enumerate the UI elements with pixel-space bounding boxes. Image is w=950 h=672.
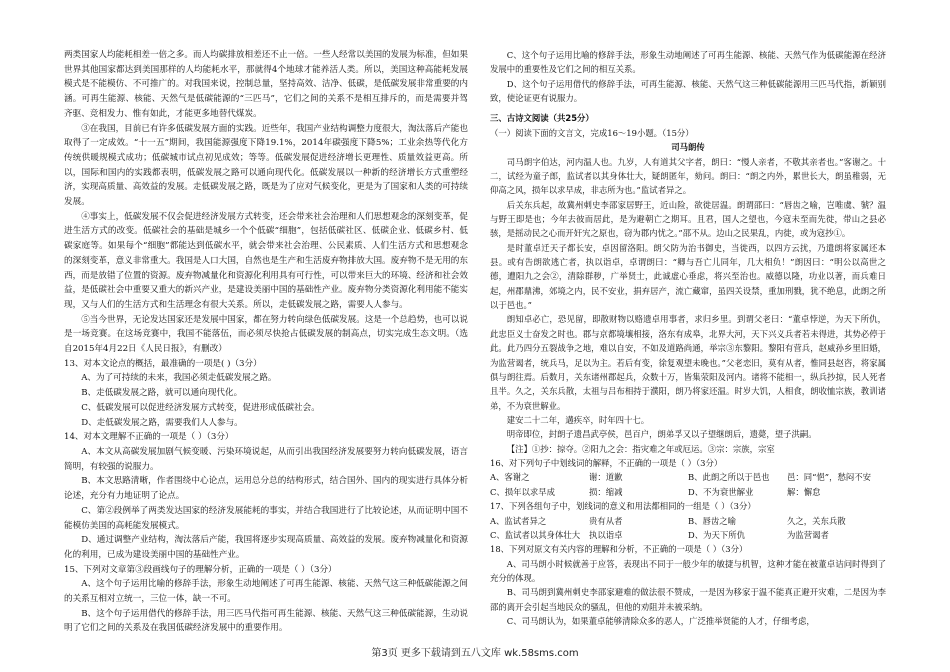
option-text: 损：缩减 xyxy=(589,486,623,497)
option-18c: C、司马朗认为，如果董卓能够清除众多的恶人，广泛推举贤能的人才，仔细考虑， xyxy=(506,616,815,627)
passage-paragraph: 两类国家人均能耗相差一倍之多。而人均碳排放相差还不止一倍。一些人经常以美国的发展为标准，但如果世界其他国家都达到美国那样的人均能耗水平，那就得4个地球才能养活人类。所以，美国这种高能耗发展模式是不能模仿、不可推广的。对我国来说，控制总量，坚持高效、洁净、低碳，是低碳发展非常重要的内涵。可再生能源、核能、天然气是低碳能源的“三匹马”，它们之间的关系不是相互排斥的，而是需要并驾齐驱、竞相发力、惟有如此，才能更多地替代煤炭。 xyxy=(64,50,468,119)
question-17: 17、下列各组句子中，划线词的意义和用法都相同的一组是（ ）（3分） xyxy=(490,501,756,512)
article-paragraph: 朗知卓必亡，恐见留，即散财物以赂遗卓用事者，求归乡里。到谓父老曰：“董卓悖逆，为天下所仇，此忠臣义士奋发之时也。郡与京都境壤相接，洛东有成皋，北界大河，天下兴义兵者若未得进，其势必停于此。此乃四分五裂战争之地，难以自安，不如及道路尚通，举宗③东黎阳。黎阳有营兵，赵威孙乡里旧婚，为监营谒者，统兵马，足以为主。若后有变，徐复观望未晚也。”父老恋旧，莫有从者，惟同县赵咨，将家属俱与朗往焉。后数月，关东诸州郡起兵，众数十万，皆集荥阳及河内。诸将不能相一，纵兵抄掠，民人死者且半。久之，关东兵散，太祖与吕布相持于濮阳，朗乃将家还温。时岁大饥，人相食，朗收恤宗族，教训诸弟，不为衰世解业。 xyxy=(490,314,886,411)
option-text: 贵有从者 xyxy=(589,515,623,526)
question-14: 14、对本文理解不正确的一项是（ ）（3分） xyxy=(64,432,234,443)
option-text: 执以诣卓 xyxy=(589,529,623,540)
article-paragraph: 建安二十二年，遘疾卒，时年四十七。 xyxy=(506,414,650,425)
option-18a: A、司马朗小时候就善于应答，表现出不同于一般少年的敏捷与机智，这种才能在被董卓诘问时得到了充分的体现。 xyxy=(490,558,886,583)
option-text: D、为天下所仇 xyxy=(688,529,745,540)
option-15a: A、这个句子运用比喻的修辞手法，形象生动地阐述了可再生能源、核能、天然气这三种低碳能源之间的关系互相对立统一，三位一体，缺一不可。 xyxy=(64,579,468,605)
section-heading: 三、古诗文阅读（共25分） xyxy=(490,113,594,124)
question-16: 16、对下列句子中划线词的解释，不正确的一项是（ ）（3分） xyxy=(490,458,723,469)
article-title: 司马朗传 xyxy=(671,142,705,153)
option-13b: B、走低碳发展之路，就可以通向现代化。 xyxy=(81,388,243,399)
option-text: C、监试者以其身体壮大 xyxy=(490,529,581,540)
options-row xyxy=(490,528,886,542)
option-15d: D、这个句子运用借代的修辞手法，可再生能源、核能、天然气这三种低碳能源用三匹马代指，新颖别致，使论证更有说服力。 xyxy=(490,78,886,104)
passage-paragraph: ③在我国，目前已有许多低碳发展方面的实践。近些年，我国产业结构调整力度很大，淘汰落后产能也取得了一定成效。“十一五”期间，我国能源强度下降19.1%，2014年碳强度下降5%；工业余热等代化方传统供暖规模式成功；低碳城市试点初见成效；等等。低碳发展促进经济增长更理性、质量效益更高。所以，国际和国内的实践都表明，低碳发展之路可以通向现代化。低碳发展以一种新的经济增长方式重塑经济，实现高质量、高效益的发展。走低碳发展之路，既是为了应对气候变化，更是为了国家和人类的可持续发展。 xyxy=(64,123,468,208)
option-13a: A、为了可持续的未来，我国必须走低碳发展之路。 xyxy=(81,373,277,384)
option-text: A、客谢之 xyxy=(490,472,530,483)
option-text: 为监营谒者 xyxy=(787,529,829,540)
option-15c: C、这个句子运用比喻的修辞手法，形象生动地阐述了可再生能源、核能、天然气作为低碳能源在经济发展中的重要性及它们之间的相互关系。 xyxy=(490,50,886,75)
article-paragraph: 是时董卓迁天子都长安，卓因留洛阳。朗父防为治书御史，当徙西，以四方云扰，乃遣朗将家属还本县。或有告朗欲逃亡者，执以诣卓，卓谓朗曰：“卿与吾亡儿同年，几大相负！”朗因曰：“明公以高世之德，遭阳九之会②，清除群秽，广举贤士，此诚虚心垂虑，将兴至治也。威德以隆，功业以著，而兵难日起，州郡鼎沸，郊境之内，民不安业，捐弃居产，流亡藏窜，虽四关设禁，重加刑戮，犹不绝息，此朗之所以于邑也。” xyxy=(490,242,886,311)
option-18b: B、司马朗到冀州刺史李邵家避难的做法很不赞成，一是因为移家于温不能真正避开灾难，二是因为李邵的离开会引起当地民众的骚乱，但他的劝阻并未被采纳。 xyxy=(490,587,886,612)
section-subheading: （一）阅读下面的文言文，完成16～19小题。（15分） xyxy=(490,127,694,138)
page-footer: 第3页 更多下载请到五八文库 wk.58sms.com xyxy=(371,648,579,659)
option-15b: B、这个句子运用借代的修辞手法，用三匹马代指可再生能源、核能、天然气这三种低碳能源，生动说明了它们之间的关系及在我国低碳经济发展中的重要作用。 xyxy=(64,608,468,634)
passage-paragraph xyxy=(64,313,468,357)
option-14d: D、通过调整产业结构，淘汰落后产能，我国将逐步实现高质量、高效益的发展。废弃物减量化和资源化的利用，已成为建设美丽中国的基础性产业。 xyxy=(64,535,468,560)
option-14b: B、本文思路清晰，作者围绕中心论点，运用总分总的结构形式，结合国外、国内的现实进行具体分析论述，充分有力地证明了论点。 xyxy=(64,476,468,502)
article-paragraph: 后关东兵起，故冀州刺史李邵家居野王，近山险，欲徙居温。朗谓邵曰：“唇齿之喻，岂唯虞、虢？温与野王即是也；今年去彼而居此，是为避朝亡之期耳。且君，国人之望也，今寇未至而先徙，带山之县必骇，是摇动民之心而开奸宄之原也，窃为郡内忧之。”邵不从。边山之民果乱，内徙，或为寇抄①。 xyxy=(490,199,886,239)
option-14c: C、第②段例举了两类发达国家的经济发展能耗的事实，并结合我国进行了比较论述，从而证明中国不能模仿美国的高耗能发展模式。 xyxy=(64,505,468,531)
options-row xyxy=(490,470,886,484)
paragraph-text: ⑤当今世界，无论发达国家还是发展中国家，都在努力转向绿色低碳发展。这是一个总趋势，也可以说是一场竞赛。在这场竞赛中，我国不能落伍，而必须尽快抢占低碳发展的制高点，切实完成生态文明。 xyxy=(64,314,468,340)
option-14a: A、本文从高碳发展加剧气候变暖、污染环境说起，从而引出我国经济发展要努力转向低碳发展，语言简明，有较强的说服力。 xyxy=(64,446,468,472)
left-column xyxy=(64,48,468,636)
option-text: 解：懈怠 xyxy=(787,486,821,497)
question-18: 18、下列对原文有关内容的理解和分析，不正确的一项是（ ）（3分） xyxy=(490,544,748,555)
source-citation: （选自2015年4月22日《人民日报》，有删改） xyxy=(64,329,468,355)
article-paragraph: 司马朗字伯达，河内温人也。九岁，人有道其父字者，朗曰：“慢人亲者，不敬其亲者也。”客谢之。十二，试经为童子郎，监试者以其身体壮大，疑朗匿年，劾问。朗曰：“朗之内外，累世长大，朗虽稚弱，无仰高之风，损年以求早成，非志所为也。”监试者异之。 xyxy=(490,156,886,196)
option-text: A、监试者异之 xyxy=(490,515,547,526)
right-column xyxy=(490,48,886,628)
article-paragraph: 明帝即位，封朗子遗昌武亭侯，邑百户，朗弟孚又以子望继朗后，遗薨，望子洪嗣。 xyxy=(506,429,817,440)
question-13: 13、对本文论点的概括，最准确的一项是( )（3分） xyxy=(64,358,262,369)
option-text: D、不为衰世解业 xyxy=(688,486,754,497)
options-row xyxy=(490,514,886,528)
option-text: C、损年以求早成 xyxy=(490,486,556,497)
annotation-note: 【注】①抄：掠夺。②阳九之会：指灾难之年或厄运。③宗：宗族，宗室 xyxy=(506,443,775,454)
option-text: 邑：同“悒”，愁闷不安 xyxy=(787,472,871,483)
option-text: B、唇齿之喻 xyxy=(688,515,737,526)
option-text: 久之，关东兵散 xyxy=(787,515,846,526)
question-15: 15、下列对文章第③段画线句子的理解分析，正确的一项是（ ）（3分） xyxy=(64,564,337,575)
option-13c: C、低碳发展可以促进经济发展方式转变，促进形成低碳社会。 xyxy=(81,402,320,413)
option-text: B、此朗之所以于邑也 xyxy=(688,472,770,483)
passage-paragraph: ④事实上，低碳发展不仅会促进经济发展方式转变，还会带来社会治理和人们思想观念的深刻变革，促进生活方式的改变。低碳社会的基础是城乡一个个低碳“细胞”，包括低碳社区、低碳企业、低碳乡村、低碳家庭等。如果每个“细胞”都能达到低碳水平，就会带来社会治理、公民素质、人们生活方式和思想观念的深刻变革，意义非常重大。我国是人口大国，自然也是生产和生活废弃物排放大国。废弃物不是无用的东西，而是放错了位置的资源。废弃物减量化和资源化利用具有可行性，可以带来巨大的环境、经济和社会效益，是低碳社会中重要又重大的新兴产业，是建设美丽中国的基础性产业。废弃物分类资源化利用能不能实现，又与人们的生活方式和生活理念有很大关系。所以，走低碳发展之路，需要人人参与。 xyxy=(64,211,468,310)
options-row xyxy=(490,485,886,499)
option-text: 谢：道歉 xyxy=(589,472,623,483)
option-13d: D、走低碳发展之路，需要我们人人参与。 xyxy=(81,417,243,428)
